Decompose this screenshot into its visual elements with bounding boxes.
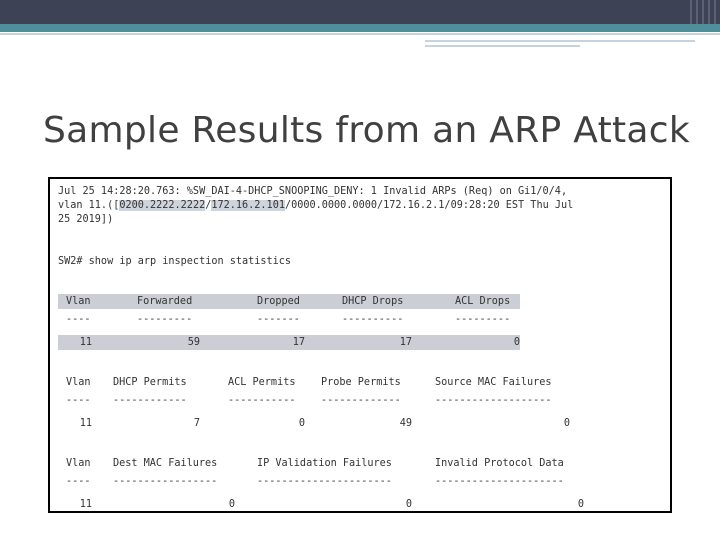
- table-header: DHCP Drops: [342, 296, 404, 307]
- table-cell: 17: [292, 337, 305, 348]
- log-text: /0000.0000.0000/172.16.2.1/09:28:20 EST Thu Jul: [284, 200, 574, 211]
- table-separator: -----------: [228, 395, 296, 406]
- table-separator: ----: [66, 395, 91, 406]
- table-separator: -------------: [321, 395, 401, 406]
- log-text: vlan 11.([: [58, 200, 120, 211]
- table-separator: ---------------------: [435, 476, 564, 487]
- table-header: Vlan: [66, 377, 91, 388]
- table-cell: 11: [79, 499, 92, 510]
- table-header: Vlan: [66, 296, 91, 307]
- table-header: IP Validation Failures: [257, 458, 392, 469]
- slide-top-bar: [0, 0, 720, 24]
- slide-title: Sample Results from an ARP Attack: [43, 110, 691, 151]
- table-separator: -----------------: [113, 476, 218, 487]
- terminal-output: [48, 177, 672, 513]
- table-header: ACL Drops: [455, 296, 511, 307]
- table-separator: ----------: [342, 314, 404, 325]
- table-separator: ----: [66, 314, 91, 325]
- table-header: DHCP Permits: [113, 377, 187, 388]
- table-header: Forwarded: [137, 296, 193, 307]
- decorative-line: [0, 33, 720, 35]
- table-separator: ----: [66, 476, 91, 487]
- table-header: Dest MAC Failures: [113, 458, 218, 469]
- table-cell: 0: [298, 418, 305, 429]
- table-cell: 0: [513, 337, 520, 348]
- table-separator: ----------------------: [257, 476, 392, 487]
- table-cell: 0: [405, 499, 412, 510]
- table-header: Probe Permits: [321, 377, 401, 388]
- log-line: [58, 199, 573, 212]
- table-cell: 11: [79, 418, 92, 429]
- table-cell: 0: [577, 499, 584, 510]
- command-line: SW2# show ip arp inspection statistics: [58, 256, 292, 267]
- table-separator: -------: [257, 314, 300, 325]
- table-header: Invalid Protocol Data: [435, 458, 564, 469]
- table-separator: -------------------: [435, 395, 552, 406]
- table-header: ACL Permits: [228, 377, 296, 388]
- table-cell: 11: [79, 337, 92, 348]
- log-text: /: [205, 200, 212, 211]
- log-line: 25 2019]): [58, 214, 114, 225]
- top-bar-stripes: [686, 0, 720, 24]
- table-cell: 17: [399, 337, 412, 348]
- table-separator: ---------: [455, 314, 511, 325]
- table-cell: 59: [187, 337, 200, 348]
- table-separator: ------------: [113, 395, 187, 406]
- table-cell: 49: [399, 418, 412, 429]
- table-cell: 0: [228, 499, 235, 510]
- mac-address: 0200.2222.2222: [119, 200, 206, 211]
- table-header: Vlan: [66, 458, 91, 469]
- log-line: Jul 25 14:28:20.763: %SW_DAI-4-DHCP_SNOOPING_DENY: 1 Invalid ARPs (Req) on Gi1/0/4,: [58, 186, 568, 197]
- table-cell: 0: [563, 418, 570, 429]
- table-header: Dropped: [257, 296, 300, 307]
- table-cell: 7: [193, 418, 200, 429]
- slide-accent-bar: [0, 24, 720, 32]
- decorative-line: [425, 40, 695, 42]
- ip-address: 172.16.2.101: [211, 200, 285, 211]
- table-header: Source MAC Failures: [435, 377, 552, 388]
- table-separator: ---------: [137, 314, 193, 325]
- decorative-line: [425, 45, 580, 47]
